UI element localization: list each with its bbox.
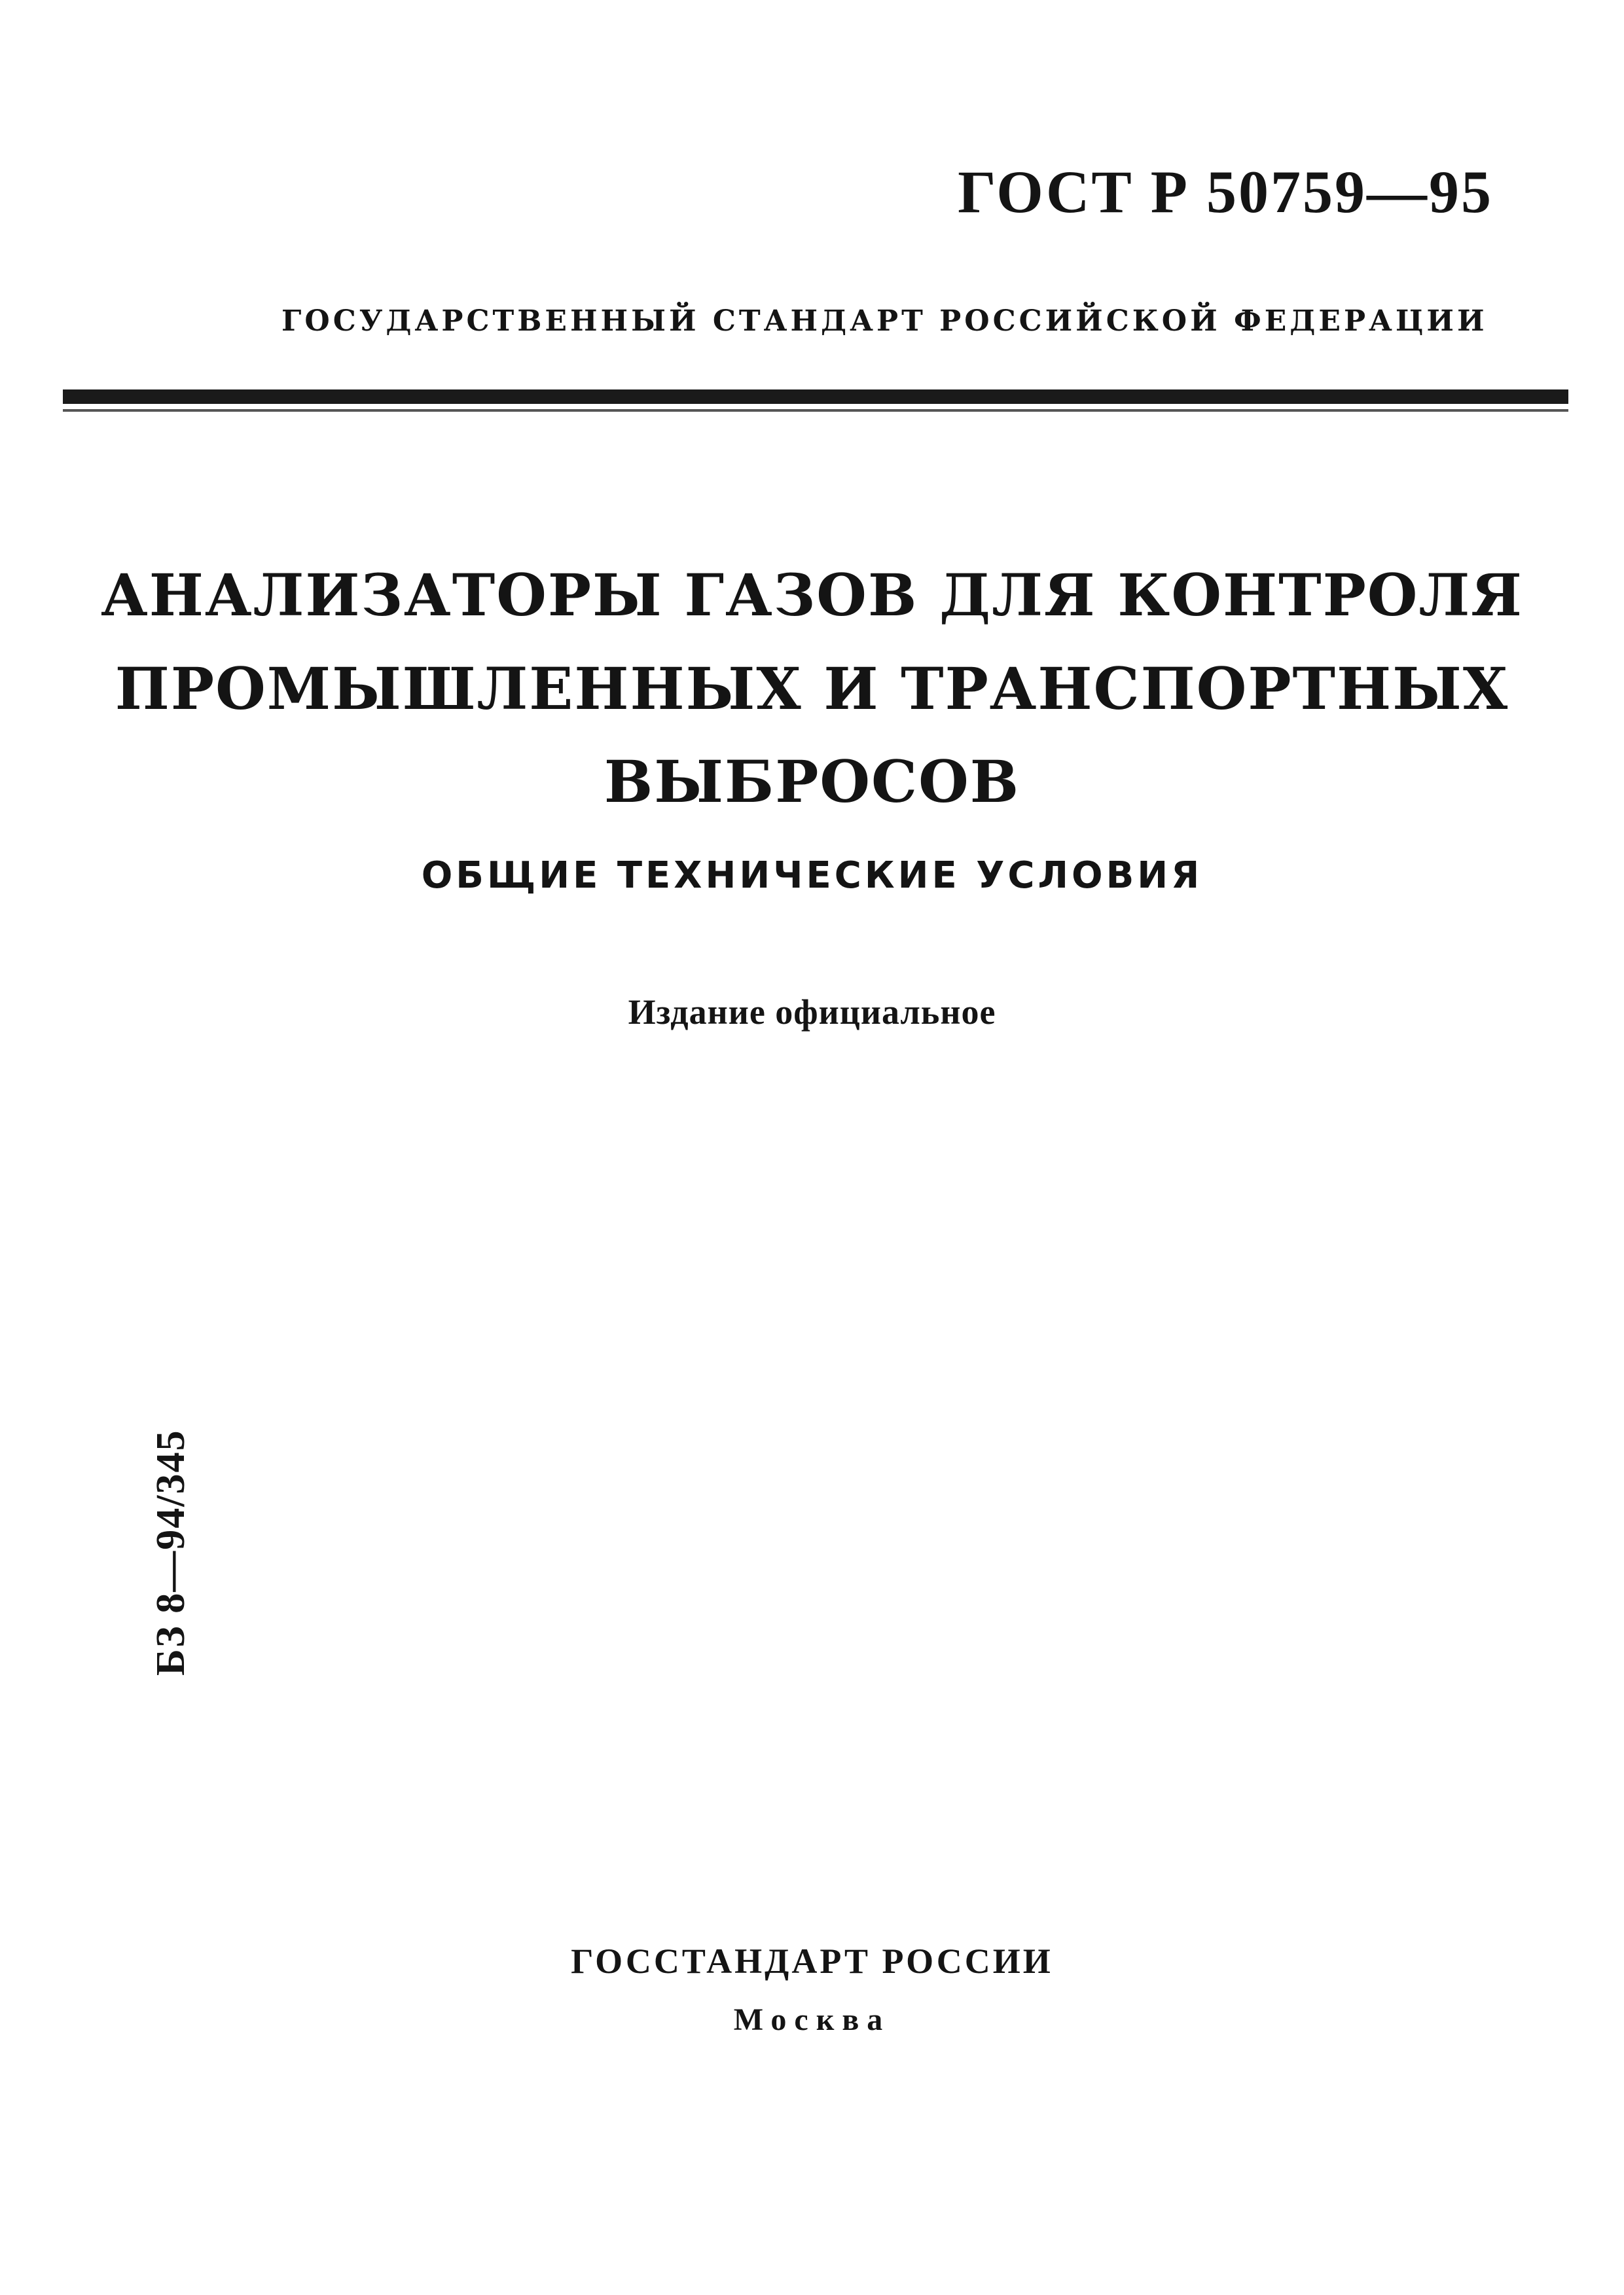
side-code-text: БЗ 8—94/345	[149, 1429, 193, 1676]
document-title-line-1: АНАЛИЗАТОРЫ ГАЗОВ ДЛЯ КОНТРОЛЯ	[101, 561, 1523, 629]
publication-city: Москва	[733, 2002, 891, 2037]
edition-note: Издание официальное	[628, 992, 996, 1032]
document-subtitle: ОБЩИЕ ТЕХНИЧЕСКИЕ УСЛОВИЯ	[421, 854, 1203, 897]
standard-number: ГОСТ Р 50759—95	[958, 158, 1493, 225]
document-title-line-2: ПРОМЫШЛЕННЫХ И ТРАНСПОРТНЫХ	[115, 655, 1509, 723]
header-divider-thin	[63, 409, 1568, 412]
document-title-line-3: ВЫБРОСОВ	[604, 748, 1020, 816]
publisher: ГОССТАНДАРТ РОССИИ	[571, 1942, 1053, 1981]
document-header: ГОСУДАРСТВЕННЫЙ СТАНДАРТ РОССИЙСКОЙ ФЕДЕРАЦИИ	[281, 304, 1488, 338]
header-divider	[63, 389, 1568, 404]
